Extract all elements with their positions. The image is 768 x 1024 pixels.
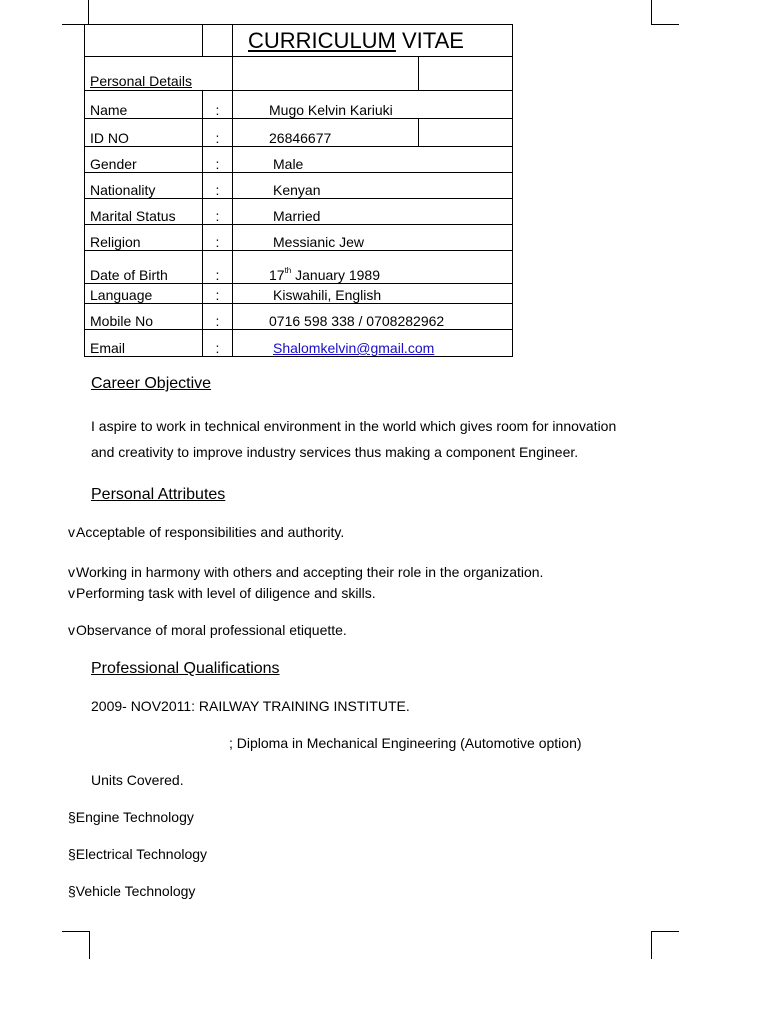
- table-empty-cell: [419, 57, 513, 91]
- detail-value: Kenyan: [233, 173, 513, 199]
- detail-value: Mugo Kelvin Kariuki: [233, 91, 513, 119]
- table-row: [85, 284, 513, 304]
- table-row: [85, 173, 513, 199]
- detail-value: 0716 598 338 / 0708282962: [233, 304, 513, 330]
- table-row: [85, 199, 513, 225]
- detail-colon: :: [203, 173, 233, 199]
- professional-qualifications-heading: Professional Qualifications: [91, 660, 280, 677]
- crop-mark-top-right-h: [651, 24, 679, 25]
- detail-label: Gender: [85, 147, 203, 173]
- table-row: [85, 225, 513, 251]
- page-title: CURRICULUM VITAE: [233, 25, 513, 57]
- check-bullet-icon: v: [68, 564, 75, 580]
- detail-colon: :: [203, 147, 233, 173]
- crop-mark-bottom-left: [89, 931, 90, 959]
- detail-colon: :: [203, 225, 233, 251]
- detail-label: Nationality: [85, 173, 203, 199]
- table-empty-cell: [203, 25, 233, 57]
- table-row: [85, 147, 513, 173]
- section-bullet-icon: §: [68, 809, 76, 825]
- crop-mark-bottom-right: [651, 931, 652, 959]
- detail-label: Name: [85, 91, 203, 119]
- table-empty-cell: [85, 25, 203, 57]
- check-bullet-icon: v: [68, 622, 75, 638]
- crop-mark-bottom-left-h: [62, 931, 90, 932]
- section-bullet-icon: §: [68, 846, 76, 862]
- check-bullet-icon: v: [68, 524, 75, 540]
- personal-attributes-heading: Personal Attributes: [91, 486, 226, 503]
- table-row: [85, 119, 513, 147]
- detail-label: Date of Birth: [85, 251, 203, 284]
- crop-mark-top-right: [651, 0, 652, 24]
- table-row: [85, 330, 513, 357]
- check-bullet-icon: v: [68, 585, 75, 601]
- detail-label: ID NO: [85, 119, 203, 147]
- career-objective-line-2: and creativity to improve industry services thus making a component Engineer.: [91, 444, 579, 460]
- list-item: vObservance of moral professional etiquette.: [68, 622, 347, 638]
- detail-colon: :: [203, 199, 233, 225]
- table-row: [85, 91, 513, 119]
- detail-label: Mobile No: [85, 304, 203, 330]
- detail-label: Marital Status: [85, 199, 203, 225]
- personal-details-table: [84, 24, 513, 357]
- crop-mark-top-left: [88, 0, 89, 24]
- detail-colon: :: [203, 330, 233, 357]
- detail-value: 26846677: [233, 119, 419, 147]
- detail-colon: :: [203, 251, 233, 284]
- qualification-diploma: ; Diploma in Mechanical Engineering (Automotive option): [229, 735, 582, 751]
- list-item: vAcceptable of responsibilities and authority.: [68, 524, 345, 540]
- list-item: vPerforming task with level of diligence and skills.: [68, 585, 376, 601]
- career-objective-line-1: I aspire to work in technical environment in the world which gives room for innovation: [91, 418, 617, 434]
- email-link[interactable]: Shalomkelvin@gmail.com: [273, 340, 435, 356]
- detail-colon: :: [203, 284, 233, 304]
- table-row: [85, 304, 513, 330]
- detail-value: Messianic Jew: [233, 225, 513, 251]
- detail-value: Male: [233, 147, 513, 173]
- detail-value: [233, 330, 513, 357]
- list-item: §Vehicle Technology: [68, 883, 196, 899]
- detail-colon: :: [203, 119, 233, 147]
- detail-label: Language: [85, 284, 203, 304]
- detail-value: Kiswahili, English: [233, 284, 513, 304]
- career-objective-heading: Career Objective: [91, 375, 212, 392]
- detail-colon: :: [203, 304, 233, 330]
- detail-colon: :: [203, 91, 233, 119]
- list-item: §Electrical Technology: [68, 846, 208, 862]
- qualification-institution: 2009- NOV2011: RAILWAY TRAINING INSTITUTE.: [91, 698, 410, 714]
- detail-label: Religion: [85, 225, 203, 251]
- list-item: §Engine Technology: [68, 809, 194, 825]
- personal-details-label: Personal Details: [85, 57, 233, 91]
- detail-label: Email: [85, 330, 203, 357]
- units-covered-label: Units Covered.: [91, 772, 184, 788]
- table-empty-cell: [419, 119, 513, 147]
- list-item: vWorking in harmony with others and accepting their role in the organization.: [68, 564, 544, 580]
- table-row: [85, 251, 513, 284]
- section-bullet-icon: §: [68, 883, 76, 899]
- table-empty-cell: [233, 57, 419, 91]
- crop-mark-bottom-right-h: [651, 931, 679, 932]
- detail-value: 17th January 1989: [233, 251, 513, 284]
- detail-value: Married: [233, 199, 513, 225]
